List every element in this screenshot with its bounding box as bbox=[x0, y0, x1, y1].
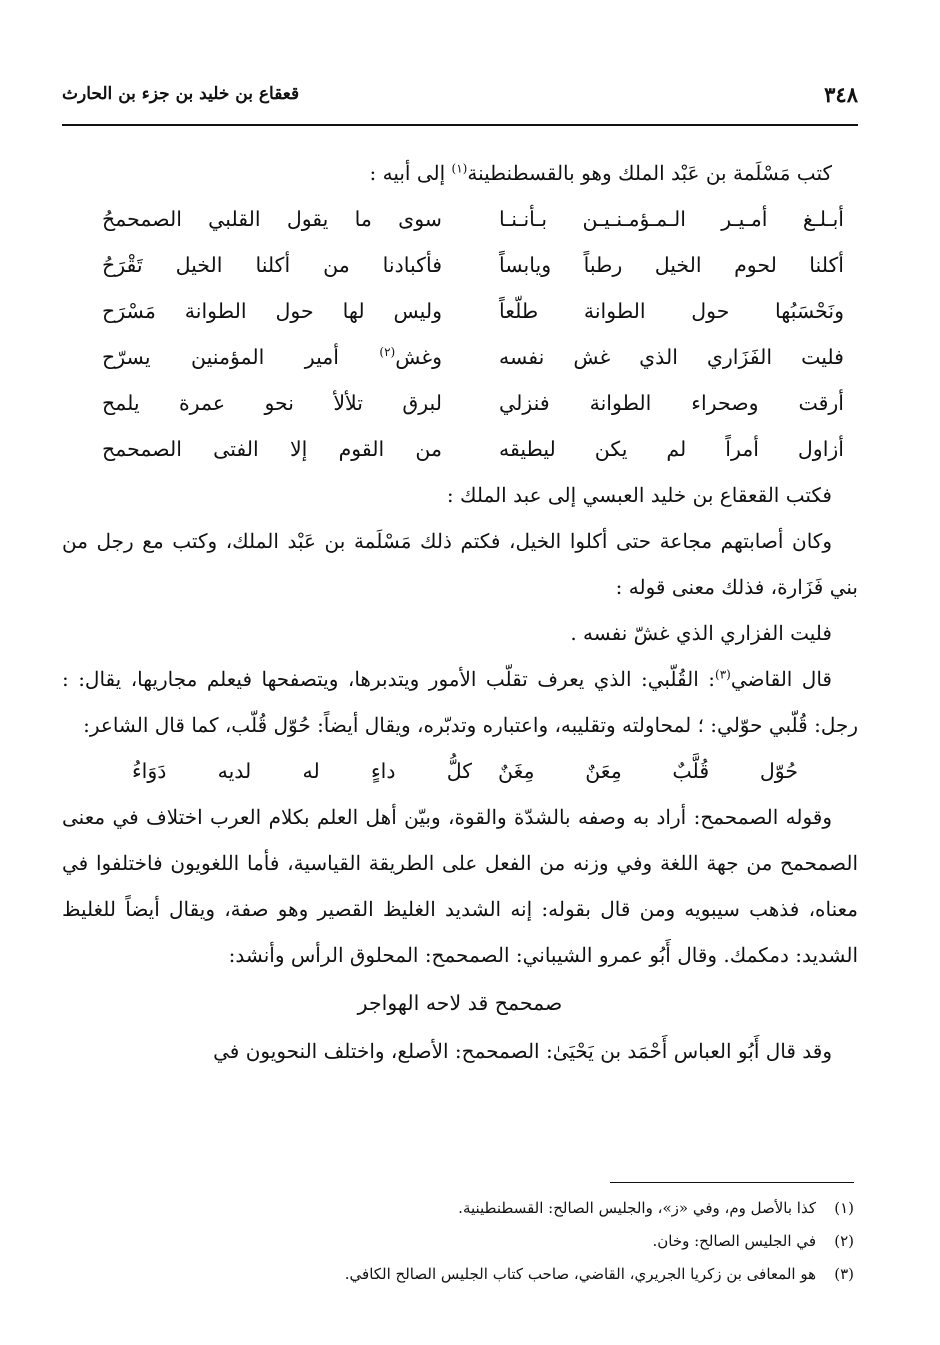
verse-line bbox=[62, 242, 858, 288]
header-rule bbox=[62, 124, 858, 126]
verse-second-hemistich: من القوم إلا الفتى الصمحمح bbox=[102, 437, 442, 461]
footnote-text: هو المعافى بن زكريا الجريري، القاضي، صاحب كتاب الجليس الصالح الكافي. bbox=[344, 1265, 816, 1283]
verse-line bbox=[62, 426, 858, 472]
page-body bbox=[62, 150, 858, 1074]
verse-second-hemistich: وليس لها حول الطوانة مَسْرَح bbox=[102, 299, 442, 323]
footnote-number: (٣) bbox=[834, 1265, 854, 1283]
qadi-text: : القُلّبي: الذي يعرف تقلّب الأمور ويتدبرها، ويتصفحها فيعلم مجاريها، يقال: : رجل: قُلّبي حوّلي: ؛ لمحاولته وتقليبه، واعتباره وتدبّره، ويقال أيضاً: حُوّل قُلّب، كما قال الشاعر: bbox=[62, 667, 858, 737]
footnote-ref-2: (٢) bbox=[379, 345, 396, 360]
qadi-lead: قال القاضي bbox=[730, 667, 832, 691]
verse-first-hemistich: أرقت وصحراء الطوانة فنزلي bbox=[499, 391, 844, 415]
verse-first-hemistich: أزاول أمراً لم يكن ليطيقه bbox=[499, 437, 844, 461]
footnote-rule bbox=[610, 1182, 854, 1183]
paragraph-letter: فكتب القعقاع بن خليد العبسي إلى عبد الملك : bbox=[446, 483, 832, 507]
verse-second-hemistich: فأكبادنا من أكلنا الخيل تَقْرَحُ bbox=[102, 253, 442, 277]
poem-block bbox=[62, 196, 858, 472]
verse-first-hemistich: ونَحْسَبُها حول الطوانة طلّعاً bbox=[499, 299, 844, 323]
footnote-number: (٢) bbox=[834, 1232, 854, 1250]
verse-second-hemistich: سوى ما يقول القلبي الصمحمحُ bbox=[102, 207, 442, 231]
page-header bbox=[62, 82, 858, 112]
verse-first-hemistich: أبـلـغ أمـيـر الـمـؤمـنـيـن بـأنـنـا bbox=[499, 207, 844, 231]
paragraph-story: وكان أصابتهم مجاعة حتى أكلوا الخيل، فكتم ذلك مَسْلَمة بن عَبْد الملك، وكتب مع رجل من بني فَزَارة، فذلك معنى قوله : bbox=[62, 529, 858, 599]
verse-word: وغش bbox=[395, 345, 442, 369]
verse-line bbox=[62, 748, 858, 794]
verse-second-hemistich: كلُّ داءٍ له لديه دَوَاءُ bbox=[132, 759, 472, 783]
verse-word: أمير المؤمنين يسرّح bbox=[102, 345, 380, 369]
page-number: ٣٤٨ bbox=[824, 82, 858, 107]
footnote bbox=[62, 1225, 854, 1258]
paragraph-last: وقد قال أَبُو العباس أَحْمَد بن يَحْيَىٰ: الصمحمح: الأصلع، واختلف النحويون في bbox=[213, 1039, 832, 1063]
intro-text: كتب مَسْلَمة بن عَبْد الملك وهو بالقسطنطينة bbox=[467, 161, 832, 185]
paragraph-qadi bbox=[62, 656, 858, 748]
verse-line bbox=[62, 334, 858, 380]
footnote bbox=[62, 1192, 854, 1225]
intro-line bbox=[62, 150, 858, 196]
footnote-text: في الجليس الصالح: وخان. bbox=[652, 1232, 816, 1250]
paragraph-quote: فليت الفزاري الذي غشّ نفسه . bbox=[570, 621, 832, 645]
verse-first-hemistich: أكلنا لحوم الخيل رطباً ويابساً bbox=[499, 253, 844, 277]
paragraph-samahmah: وقوله الصمحمح: أراد به وصفه بالشدّة والقوة، وبيّن أهل العلم بكلام العرب اختلاف في معنى الصمحمح من جهة اللغة وفي وزنه من الفعل على الطريقة القياسية، فأما اللغويون فاختلفوا في معناه، فذهب سيبويه ومن قال بقوله: إنه الشديد الغليظ القصير وهو صفة، ويقال أيضاً للغليظ الشديد: دمكمك. وقال أَبُو عمرو الشيباني: الصمحمح: المحلوق الرأس وأنشد: bbox=[62, 805, 858, 967]
intro-tail: إلى أبيه : bbox=[369, 161, 452, 185]
verse-line bbox=[62, 196, 858, 242]
verse-line bbox=[62, 380, 858, 426]
footnote bbox=[62, 1258, 854, 1291]
running-title: قعقاع بن خليد بن جزء بن الحارث bbox=[62, 84, 300, 104]
footnote-text: كذا بالأصل وم، وفي «ز»، والجليس الصالح: القسطنطينية. bbox=[458, 1199, 816, 1217]
footnote-number: (١) bbox=[834, 1199, 854, 1217]
footnotes bbox=[62, 1192, 854, 1291]
verse-first-hemistich: فليت الفَزَاري الذي غش نفسه bbox=[499, 345, 844, 369]
verse-second-hemistich: لبرق تلألأ نحو عمرة يلمح bbox=[102, 391, 442, 415]
footnote-ref-3: (٣) bbox=[715, 667, 731, 682]
verse-line-centered: صمحمح قد لاحه الهواجر bbox=[357, 991, 563, 1015]
verse-first-hemistich: حُوّل قُلَّبٌ مِعَنٌ مِغَنٌ bbox=[498, 759, 798, 783]
verse-second-hemistich bbox=[102, 334, 442, 380]
footnote-ref-1: (١) bbox=[451, 161, 468, 176]
verse-line bbox=[62, 288, 858, 334]
